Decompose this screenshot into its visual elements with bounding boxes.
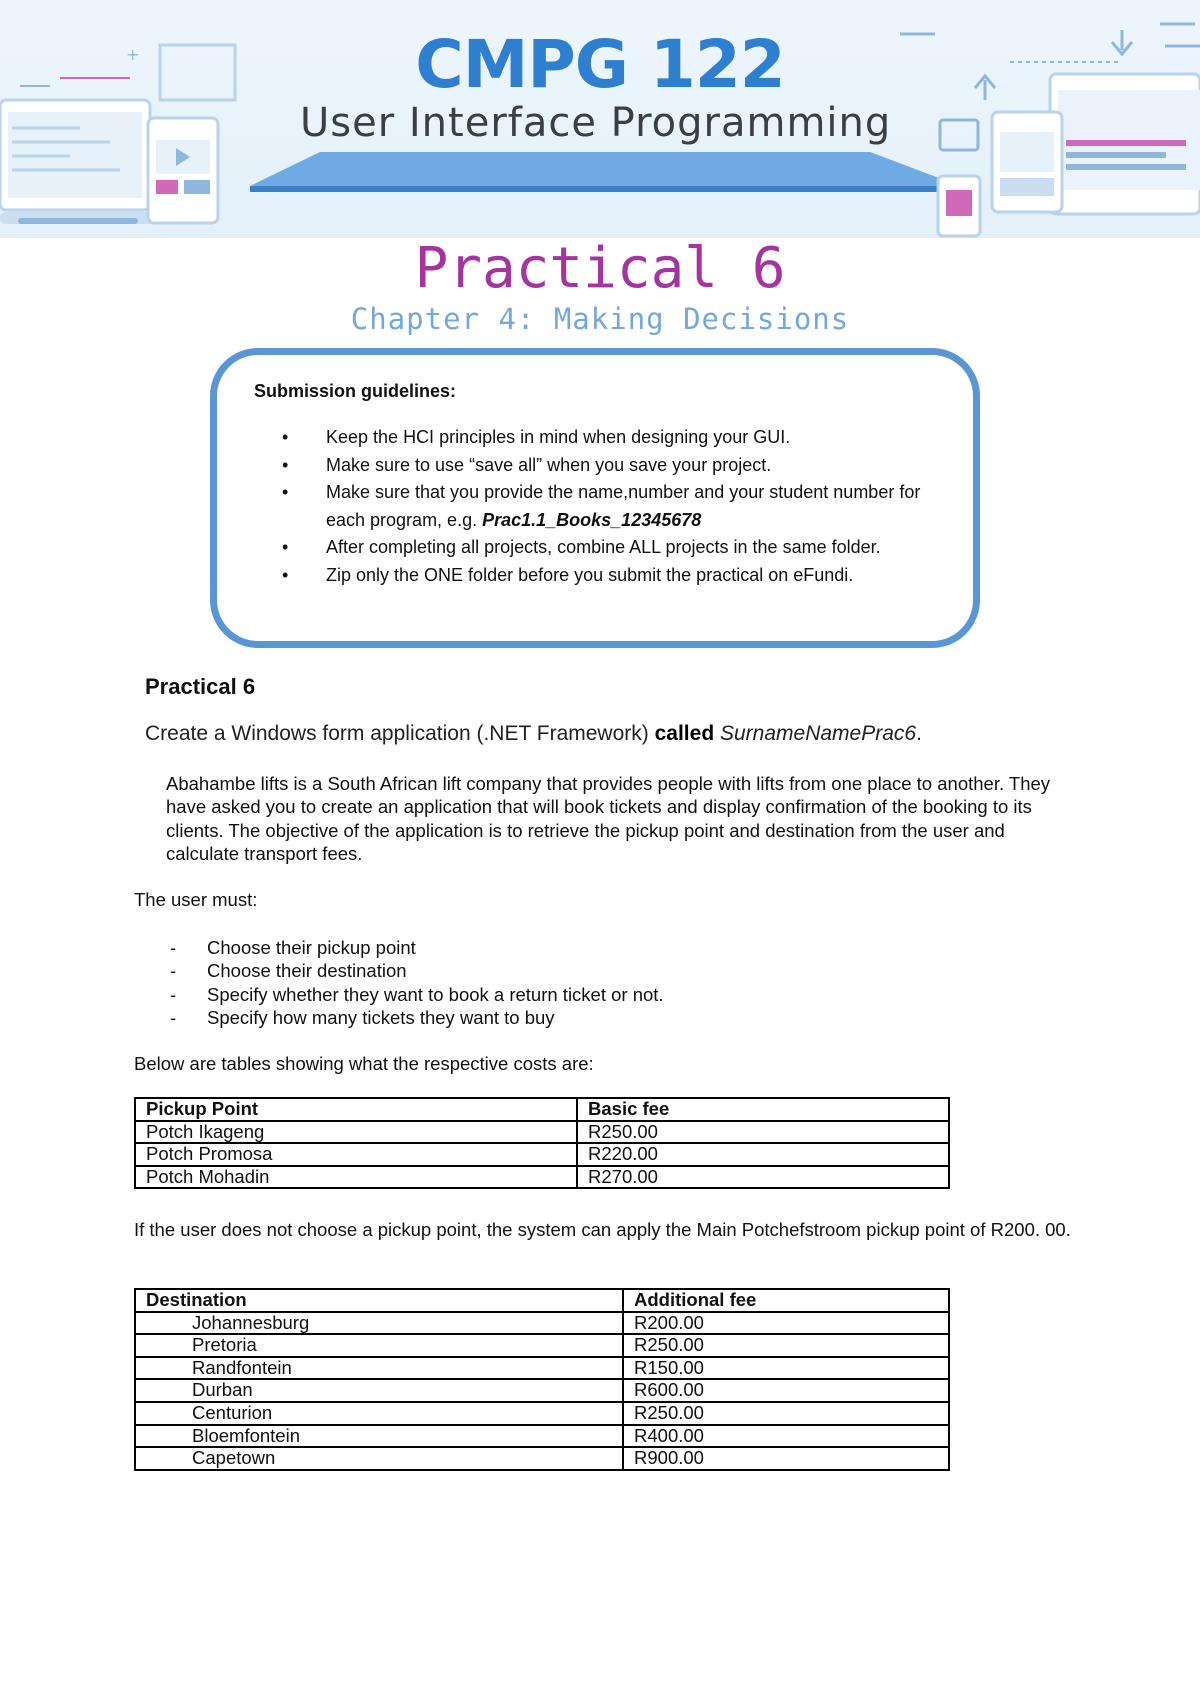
guideline-text: Keep the HCI principles in mind when designing your GUI.: [326, 427, 791, 447]
requirement-text: Choose their destination: [207, 960, 407, 982]
section-title: Practical 6: [145, 674, 256, 699]
table-cell: R400.00: [623, 1425, 949, 1448]
user-must-list: [170, 936, 664, 1029]
table-header: Additional fee: [623, 1289, 949, 1312]
table-row: [135, 1166, 949, 1189]
intro-prefix: Create a Windows form application (.NET Framework): [145, 722, 655, 745]
guidelines-list: [254, 424, 934, 589]
guideline-text: Zip only the ONE folder before you submit the practical on eFundi.: [326, 564, 854, 585]
table-cell: Centurion: [135, 1402, 623, 1425]
bullet-icon: •: [282, 537, 289, 557]
guidelines-heading: Submission guidelines:: [254, 381, 457, 401]
table-cell: Johannesburg: [135, 1312, 623, 1335]
list-item: [170, 936, 664, 959]
table-row: [135, 1334, 949, 1357]
table-row: [135, 1312, 949, 1335]
list-item: [254, 534, 934, 562]
table-cell: Potch Ikageng: [135, 1121, 577, 1144]
destination-fee-table: [134, 1288, 950, 1471]
table-header: Destination: [135, 1289, 623, 1312]
pickup-fee-table: [134, 1097, 950, 1189]
table-row: [135, 1357, 949, 1380]
table-row: [135, 1121, 949, 1144]
table-cell: R250.00: [577, 1121, 949, 1144]
course-name: User Interface Programming: [300, 100, 892, 146]
svg-text:+: +: [126, 45, 140, 64]
practical-title: Practical 6: [414, 236, 786, 301]
table-cell: Bloemfontein: [135, 1425, 623, 1448]
table-header: Basic fee: [577, 1098, 949, 1121]
list-item: [170, 959, 664, 982]
intro-sentence: [145, 722, 922, 746]
bullet-icon: •: [282, 427, 289, 447]
requirement-text: Specify how many tickets they want to buy: [207, 1006, 555, 1028]
costs-label: Below are tables showing what the respective costs are:: [134, 1053, 594, 1074]
table-cell: Potch Mohadin: [135, 1166, 577, 1189]
bullet-icon: •: [282, 564, 289, 585]
bullet-icon: •: [282, 482, 289, 502]
dash-icon: -: [170, 983, 177, 1005]
dash-icon: -: [170, 1006, 177, 1028]
table-cell: R270.00: [577, 1166, 949, 1189]
table-cell: Potch Promosa: [135, 1143, 577, 1166]
table-cell: R600.00: [623, 1379, 949, 1402]
table-header-row: [135, 1098, 949, 1121]
table-header: Pickup Point: [135, 1098, 577, 1121]
list-item: [170, 983, 664, 1006]
intro-called: called: [654, 722, 715, 745]
course-banner: [0, 0, 1200, 238]
list-item: [254, 479, 934, 534]
table-cell: R150.00: [623, 1357, 949, 1380]
user-must-label: The user must:: [134, 889, 258, 910]
guideline-text: After completing all projects, combine ALL projects in the same folder.: [326, 537, 881, 557]
pickup-note: If the user does not choose a pickup point, the system can apply the Main Potchefstroom pickup point of R200. 00.: [134, 1219, 1071, 1240]
table-row: [135, 1447, 949, 1470]
guideline-text: Make sure that you provide the name,number and your student number for each program, e.g.: [326, 482, 921, 530]
dash-icon: -: [170, 937, 177, 958]
table-cell: R220.00: [577, 1143, 949, 1166]
app-name: SurnameNamePrac6: [720, 722, 917, 745]
chapter-title: Chapter 4: Making Decisions: [350, 302, 850, 336]
dash-icon: -: [170, 960, 177, 982]
table-row: [135, 1143, 949, 1166]
table-row: [135, 1379, 949, 1402]
requirement-text: Specify whether they want to book a return ticket or not.: [207, 983, 664, 1005]
description-paragraph: Abahambe lifts is a South African lift company that provides people with lifts from one place to another. They have asked you to create an application that will book tickets and display confirmation of the booking to its clients. The objective of the application is to retrieve the pickup point and destination from the user and calculate transport fees.: [166, 773, 1051, 864]
guideline-text: Make sure to use “save all” when you save your project.: [326, 454, 772, 475]
course-code: CMPG 122: [415, 26, 785, 103]
table-cell: Durban: [135, 1379, 623, 1402]
requirement-text: Choose their pickup point: [207, 937, 416, 958]
intro-suffix: .: [916, 722, 922, 745]
table-cell: Capetown: [135, 1447, 623, 1470]
list-item: [170, 1006, 664, 1029]
table-cell: Pretoria: [135, 1334, 623, 1357]
submission-guidelines-box: [210, 348, 980, 648]
list-item: [254, 562, 934, 590]
example-filename: Prac1.1_Books_12345678: [482, 509, 702, 530]
table-row: [135, 1425, 949, 1448]
table-row: [135, 1402, 949, 1425]
list-item: [254, 452, 934, 480]
bullet-icon: •: [282, 454, 289, 475]
list-item: [254, 424, 934, 452]
table-cell: R250.00: [623, 1334, 949, 1357]
table-header-row: [135, 1289, 949, 1312]
table-cell: Randfontein: [135, 1357, 623, 1380]
table-cell: R250.00: [623, 1402, 949, 1425]
table-cell: R900.00: [623, 1447, 949, 1470]
table-cell: R200.00: [623, 1312, 949, 1335]
